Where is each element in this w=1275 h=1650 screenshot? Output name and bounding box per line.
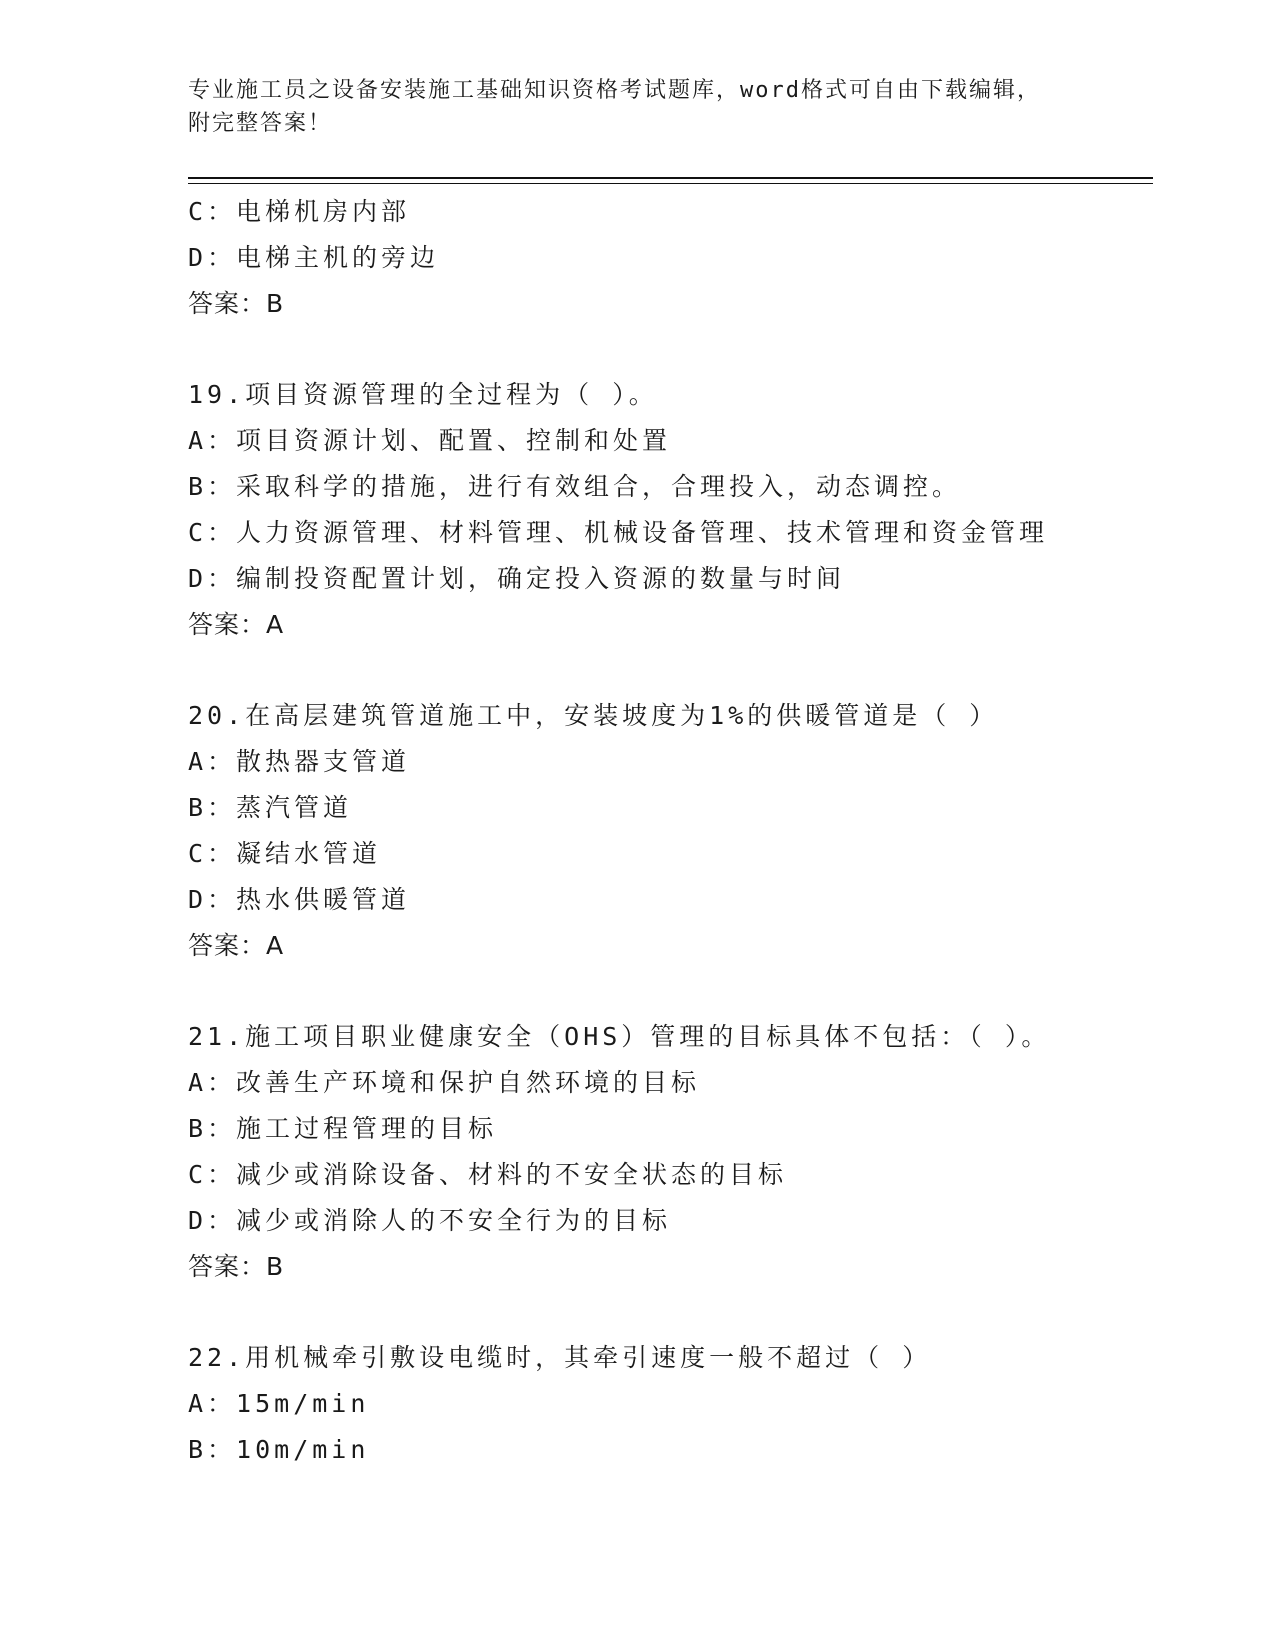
question-stem: 19.项目资源管理的全过程为（ ）。 bbox=[188, 380, 658, 409]
spacer bbox=[188, 327, 1153, 372]
option-d: D：编制投资配置计划，确定投入资源的数量与时间 bbox=[188, 564, 846, 593]
option-c: C：凝结水管道 bbox=[188, 839, 382, 868]
option-c: C：人力资源管理、材料管理、机械设备管理、技术管理和资金管理 bbox=[188, 518, 1049, 547]
header-line-1: 专业施工员之设备安装施工基础知识资格考试题库，word格式可自由下载编辑， bbox=[188, 78, 1041, 103]
option-b: B：10m/min bbox=[188, 1435, 370, 1464]
question-fragment-18 bbox=[188, 189, 1153, 327]
option-d: D：热水供暖管道 bbox=[188, 885, 411, 914]
option-a: A：散热器支管道 bbox=[188, 747, 411, 776]
option-c: C：减少或消除设备、材料的不安全状态的目标 bbox=[188, 1160, 788, 1189]
answer-line: 答案：A bbox=[188, 931, 285, 960]
header-line-2: 附完整答案！ bbox=[188, 111, 333, 136]
option-a: A：改善生产环境和保护自然环境的目标 bbox=[188, 1068, 701, 1097]
header-rule-thin bbox=[188, 183, 1153, 184]
answer-line: 答案：A bbox=[188, 610, 285, 639]
question-19 bbox=[188, 372, 1153, 648]
question-stem: 20.在高层建筑管道施工中，安装坡度为1%的供暖管道是（ ） bbox=[188, 701, 999, 730]
spacer bbox=[188, 648, 1153, 693]
option-b: B：蒸汽管道 bbox=[188, 793, 353, 822]
option-a: A：项目资源计划、配置、控制和处置 bbox=[188, 426, 672, 455]
question-21 bbox=[188, 1014, 1153, 1290]
option-d: D：电梯主机的旁边 bbox=[188, 243, 440, 272]
spacer bbox=[188, 969, 1153, 1014]
option-d: D：减少或消除人的不安全行为的目标 bbox=[188, 1206, 672, 1235]
question-22 bbox=[188, 1335, 1153, 1473]
answer-line: 答案：B bbox=[188, 1252, 285, 1281]
document-header bbox=[188, 74, 1068, 140]
question-stem: 21.施工项目职业健康安全（OHS）管理的目标具体不包括：（ ）。 bbox=[188, 1022, 1051, 1051]
question-stem: 22.用机械牵引敷设电缆时，其牵引速度一般不超过（ ） bbox=[188, 1343, 932, 1372]
option-c: C：电梯机房内部 bbox=[188, 197, 411, 226]
header-rule-thick bbox=[188, 177, 1153, 179]
option-a: A：15m/min bbox=[188, 1389, 370, 1418]
option-b: B：施工过程管理的目标 bbox=[188, 1114, 498, 1143]
question-20 bbox=[188, 693, 1153, 969]
answer-line: 答案：B bbox=[188, 289, 285, 318]
option-b: B：采取科学的措施，进行有效组合，合理投入，动态调控。 bbox=[188, 472, 962, 501]
spacer bbox=[188, 1290, 1153, 1335]
question-list bbox=[188, 189, 1153, 1473]
